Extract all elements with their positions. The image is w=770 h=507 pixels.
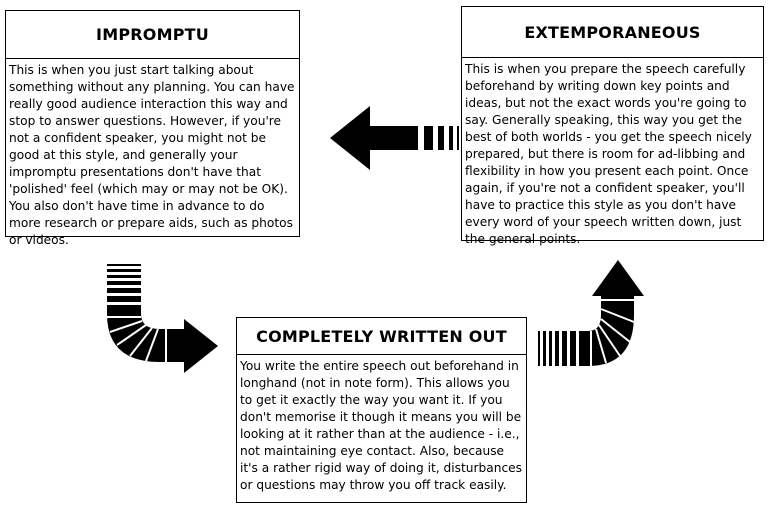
- completely-written-out-description: You write the entire speech out beforehand in longhand (not in note form). This allows you to get it exactly the way you want it. If you don't memorise it though it means you will be looking at it rather than at the audience - i.e., not maintaining eye contact. Also, because it's a rather rigid way of doing it, disturbances or questions may throw you off track easily.: [240, 359, 523, 492]
- curved-right-up-arrow-icon: [536, 258, 651, 373]
- extemporaneous-title: EXTEMPORANEOUS: [462, 7, 763, 58]
- extemporaneous-description: This is when you prepare the speech carefully beforehand by writing down key points and ideas, but not the exact words you're going to say. Generally speaking, this way you get the best of both worlds - you get the speech nicely prepared, but there is room for ad-libbing and flexibility in how you present each point. Once again, if you're not a confident speaker, you'll have to practice this style as you don't have every word of your speech written down, just the general points.: [465, 62, 752, 246]
- curved-down-right-arrow-icon: [100, 262, 225, 377]
- extemporaneous-box: [461, 6, 764, 246]
- completely-written-out-box: [236, 317, 527, 503]
- impromptu-box: [5, 10, 300, 247]
- impromptu-title: IMPROMPTU: [6, 11, 299, 59]
- left-arrow-icon: [330, 98, 460, 178]
- completely-written-out-title: COMPLETELY WRITTEN OUT: [237, 318, 526, 355]
- impromptu-description: This is when you just start talking about something without any planning. You can have really good audience interaction this way and stop to answer questions. However, if you're not a confident speaker, you might not be good at this style, and generally your impromptu presentations don't have that 'polished' feel (which may or may not be OK). You also don't have time in advance to do more research or prepare aids, such as photos or videos.: [9, 63, 295, 247]
